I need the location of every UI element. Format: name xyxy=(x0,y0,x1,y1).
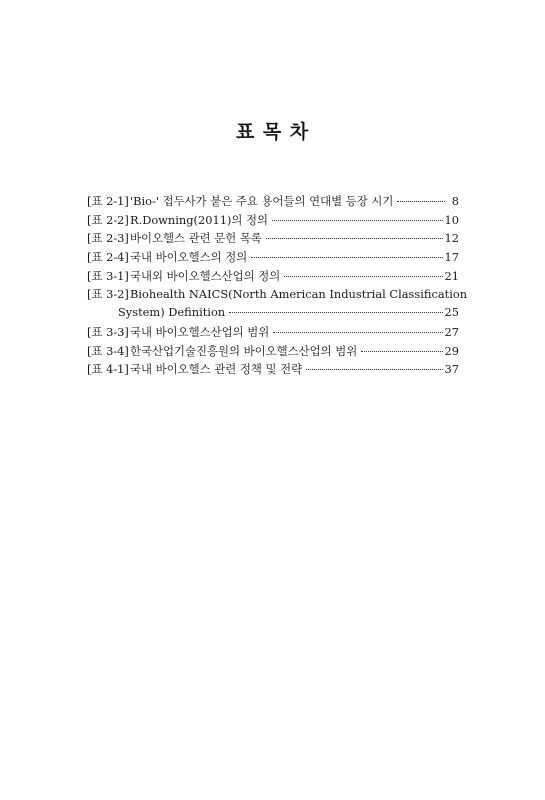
dot-leader xyxy=(251,257,442,258)
toc-entry-page: 12 xyxy=(444,231,459,246)
toc-entry-title: 국내 바이오헬스 관련 정책 및 전략 xyxy=(130,362,303,377)
dot-leader xyxy=(266,238,443,239)
toc-entry-title: 한국산업기술진흥원의 바이오헬스산업의 범위 xyxy=(130,343,358,358)
toc-entry-title: Biohealth NAICS(North American Industrial Classification xyxy=(130,287,468,302)
toc-entry[interactable] xyxy=(87,361,459,380)
toc-entry-title: 국내 바이오헬스산업의 범위 xyxy=(130,324,270,339)
dot-leader xyxy=(229,312,442,313)
toc-entry-title: 바이오헬스 관련 문헌 목록 xyxy=(130,231,262,246)
toc-entry-page: 21 xyxy=(444,268,459,283)
toc-entry-page: 10 xyxy=(444,212,459,227)
toc-entry[interactable] xyxy=(87,343,459,362)
toc-entry[interactable] xyxy=(87,324,459,343)
toc-entry-title: R.Downing(2011)의 정의 xyxy=(130,212,269,227)
toc-entry-label: [표 2-1] xyxy=(87,194,129,208)
toc-entry[interactable] xyxy=(87,193,459,212)
toc-entry[interactable] xyxy=(87,286,468,305)
toc-entry[interactable] xyxy=(87,212,459,231)
toc-entry-title: 국내 바이오헬스의 정의 xyxy=(130,250,248,265)
table-of-contents xyxy=(87,193,468,380)
toc-entry[interactable] xyxy=(87,268,459,287)
toc-entry-title-continued: System) Definition xyxy=(118,305,226,320)
dot-leader xyxy=(397,201,445,202)
toc-entry-label: [표 3-2] xyxy=(87,287,129,302)
toc-entry-page: 37 xyxy=(444,362,459,377)
toc-entry-title: 'Bio-' 접두사가 붙은 주요 용어들의 연대별 등장 시기 xyxy=(130,194,394,208)
toc-entry-page: 29 xyxy=(444,343,459,358)
toc-entry[interactable] xyxy=(87,230,459,249)
toc-entry-page: 25 xyxy=(444,305,459,320)
toc-entry-label: [표 3-1] xyxy=(87,268,129,283)
toc-entry-label: [표 3-4] xyxy=(87,343,129,358)
dot-leader xyxy=(273,332,442,333)
toc-entry-page: 17 xyxy=(444,250,459,265)
toc-entry-label: [표 3-3] xyxy=(87,324,129,339)
dot-leader xyxy=(272,220,442,221)
toc-entry-continuation[interactable] xyxy=(87,305,459,324)
toc-entry-label: [표 4-1] xyxy=(87,362,129,377)
toc-entry-label: [표 2-3] xyxy=(87,231,129,246)
page-title: 표 목 차 xyxy=(235,121,310,143)
toc-entry-title: 국내외 바이오헬스산업의 정의 xyxy=(130,268,281,283)
toc-entry-page: 8 xyxy=(451,194,459,208)
toc-entry[interactable] xyxy=(87,249,459,268)
dot-leader xyxy=(361,351,442,352)
dot-leader xyxy=(306,369,442,370)
toc-entry-page: 27 xyxy=(444,324,459,339)
toc-entry-label: [표 2-2] xyxy=(87,212,129,227)
toc-entry-label: [표 2-4] xyxy=(87,250,129,265)
dot-leader xyxy=(284,276,442,277)
